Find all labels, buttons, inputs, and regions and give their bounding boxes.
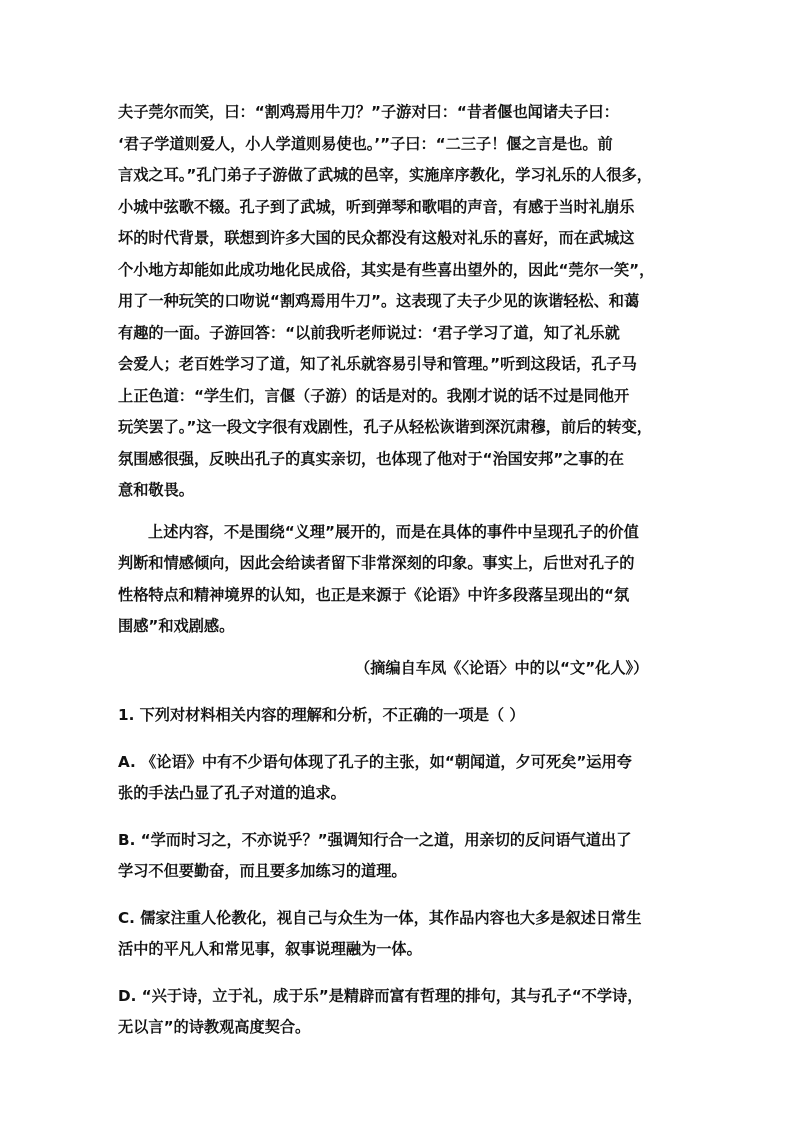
question-stem: 1. 下列对材料相关内容的理解和分析，不正确的一项是（ ） <box>118 706 525 724</box>
option-c: C. 儒家注重人伦教化，视自己与众生为一体，其作品内容也大多是叙述日常生 <box>118 909 642 927</box>
source-citation: （摘编自车凤《〈论语〉中的以“文”化人》） <box>355 659 649 677</box>
passage-line: 上正色道：“学生们，言偃（子游）的话是对的。我刚才说的话不过是同他开 <box>118 387 630 405</box>
passage-line: 个小地方却能如此成功地化民成俗，其实是有些喜出望外的，因此“莞尔一笑”， <box>118 261 655 279</box>
option-b: 学习不但要勤奋，而且要多加练习的道理。 <box>118 862 407 880</box>
passage-line: 性格特点和精神境界的认知，也正是来源于《论语》中许多段落呈现出的“氛 <box>118 586 630 604</box>
passage-line: 夫子莞尔而笑，曰：“割鸡焉用牛刀？”子游对曰：“昔者偃也闻诸夫子曰： <box>118 103 619 121</box>
passage-line: 小城中弦歌不辍。孔子到了武城，听到弹琴和歌唱的声音，有感于当时礼崩乐 <box>118 198 635 216</box>
passage-line: 判断和情感倾向，因此会给读者留下非常深刻的印象。事实上，后世对孔子的 <box>118 554 635 572</box>
passage-line: 玩笑罢了。”这一段文字很有戏剧性，孔子从轻松诙谐到深沉肃穆，前后的转变， <box>118 418 652 436</box>
option-b: B. “学而时习之，不亦说乎？”强调知行合一之道，用亲切的反问语气道出了 <box>118 831 632 849</box>
passage-line: 意和敬畏。 <box>118 481 194 499</box>
passage-line: 氛围感很强，反映出孔子的真实亲切，也体现了他对于“治国安邦”之事的在 <box>118 450 624 468</box>
option-a: A. 《论语》中有不少语句体现了孔子的主张，如“朝闻道，夕可死矣”运用夸 <box>118 753 632 771</box>
option-d: D. “兴于诗，立于礼，成于乐”是精辟而富有哲理的排句，其与孔子“不学诗， <box>118 987 643 1005</box>
passage-line: 有趣的一面。子游回答：“以前我听老师说过：‘君子学习了道，知了礼乐就 <box>118 324 620 342</box>
passage-line: ‘君子学道则爱人，小人学道则易使也。’”子曰：“二三子！偃之言是也。前 <box>118 135 613 153</box>
passage-line: 用了一种玩笑的口吻说“割鸡焉用牛刀”。这表现了夫子少见的诙谐轻松、和蔼 <box>118 292 640 310</box>
passage-line: 坏的时代背景，联想到许多大国的民众都没有这般对礼乐的喜好，而在武城这 <box>118 229 635 247</box>
option-d: 无以言”的诗教观高度契合。 <box>118 1018 311 1036</box>
option-c: 活中的平凡人和常见事，叙事说理融为一体。 <box>118 940 422 958</box>
passage-line: 上述内容，不是围绕“义理”展开的，而是在具体的事件中呈现孔子的价值 <box>148 523 639 541</box>
passage-line: 会爱人；老百姓学习了道，知了礼乐就容易引导和管理。”听到这段话，孔子马 <box>118 355 637 373</box>
option-a: 张的手法凸显了孔子对道的追求。 <box>118 784 346 802</box>
passage-line: 言戏之耳。”孔门弟子子游做了武城的邑宰，实施庠序教化，学习礼乐的人很多， <box>118 166 652 184</box>
passage-line: 围感”和戏剧感。 <box>118 617 235 635</box>
